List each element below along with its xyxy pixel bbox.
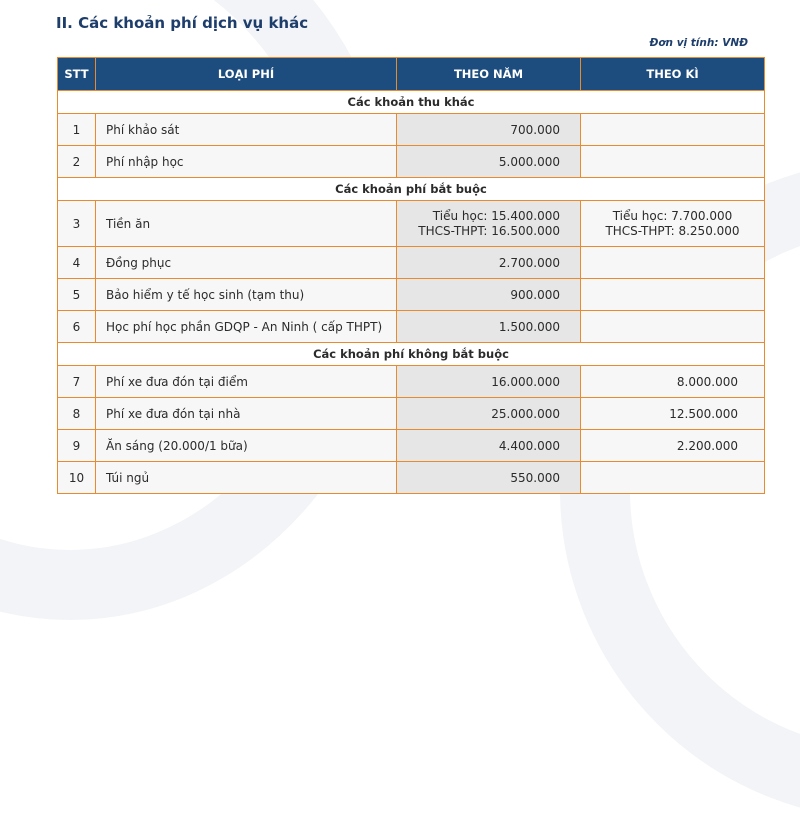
row-number: 8	[58, 398, 96, 430]
table-row	[58, 462, 765, 494]
table-row	[58, 114, 765, 146]
group-label: Các khoản phí không bắt buộc	[58, 343, 765, 366]
fee-per-term	[581, 247, 765, 279]
group-row-other-fees	[58, 91, 765, 114]
group-label: Các khoản phí bắt buộc	[58, 178, 765, 201]
fee-per-term	[581, 279, 765, 311]
fee-name: Học phí học phần GDQP - An Ninh ( cấp THPT)	[96, 311, 397, 343]
fee-per-term	[581, 311, 765, 343]
fee-per-term	[581, 146, 765, 178]
fee-per-year: 2.700.000	[397, 247, 581, 279]
fee-per-year: 5.000.000	[397, 146, 581, 178]
fee-per-term: 2.200.000	[581, 430, 765, 462]
group-label: Các khoản thu khác	[58, 91, 765, 114]
row-number: 3	[58, 201, 96, 247]
table-header-row	[58, 58, 765, 91]
fee-per-year: 4.400.000	[397, 430, 581, 462]
fee-per-term: 8.000.000	[581, 366, 765, 398]
fee-per-year: 25.000.000	[397, 398, 581, 430]
row-number: 10	[58, 462, 96, 494]
fee-per-term: 12.500.000	[581, 398, 765, 430]
fee-per-year	[397, 201, 581, 247]
header-per-year: THEO NĂM	[397, 58, 581, 91]
header-per-term: THEO KÌ	[581, 58, 765, 91]
fee-per-term-secondary: THCS-THPT: 8.250.000	[605, 223, 740, 238]
fee-name: Túi ngủ	[96, 462, 397, 494]
table-row	[58, 201, 765, 247]
fee-per-year: 1.500.000	[397, 311, 581, 343]
header-stt: STT	[58, 58, 96, 91]
fee-per-term	[581, 462, 765, 494]
group-row-mandatory-fees	[58, 178, 765, 201]
fee-table	[57, 57, 765, 494]
table-row	[58, 398, 765, 430]
row-number: 4	[58, 247, 96, 279]
fee-name: Bảo hiểm y tế học sinh (tạm thu)	[96, 279, 397, 311]
row-number: 9	[58, 430, 96, 462]
fee-per-year-primary: Tiểu học: 15.400.000	[432, 208, 560, 223]
row-number: 1	[58, 114, 96, 146]
fee-per-year: 16.000.000	[397, 366, 581, 398]
table-row	[58, 430, 765, 462]
fee-name: Đồng phục	[96, 247, 397, 279]
fee-per-term-primary: Tiểu học: 7.700.000	[612, 208, 733, 223]
fee-per-year: 700.000	[397, 114, 581, 146]
currency-unit-note: Đơn vị tính: VNĐ	[649, 37, 748, 49]
table-row	[58, 247, 765, 279]
fee-name: Phí xe đưa đón tại nhà	[96, 398, 397, 430]
table-row	[58, 279, 765, 311]
fee-per-year: 900.000	[397, 279, 581, 311]
fee-name: Phí xe đưa đón tại điểm	[96, 366, 397, 398]
fee-per-term	[581, 201, 765, 247]
fee-per-year-secondary: THCS-THPT: 16.500.000	[418, 223, 560, 238]
header-fee-type: LOẠI PHÍ	[96, 58, 397, 91]
fee-name: Tiền ăn	[96, 201, 397, 247]
table-row	[58, 311, 765, 343]
fee-name: Phí nhập học	[96, 146, 397, 178]
fee-name: Phí khảo sát	[96, 114, 397, 146]
table-row	[58, 366, 765, 398]
row-number: 5	[58, 279, 96, 311]
table-row	[58, 146, 765, 178]
group-row-optional-fees	[58, 343, 765, 366]
row-number: 2	[58, 146, 96, 178]
row-number: 6	[58, 311, 96, 343]
fee-per-term	[581, 114, 765, 146]
row-number: 7	[58, 366, 96, 398]
fee-per-year: 550.000	[397, 462, 581, 494]
fee-name: Ăn sáng (20.000/1 bữa)	[96, 430, 397, 462]
section-title: II. Các khoản phí dịch vụ khác	[56, 14, 309, 32]
